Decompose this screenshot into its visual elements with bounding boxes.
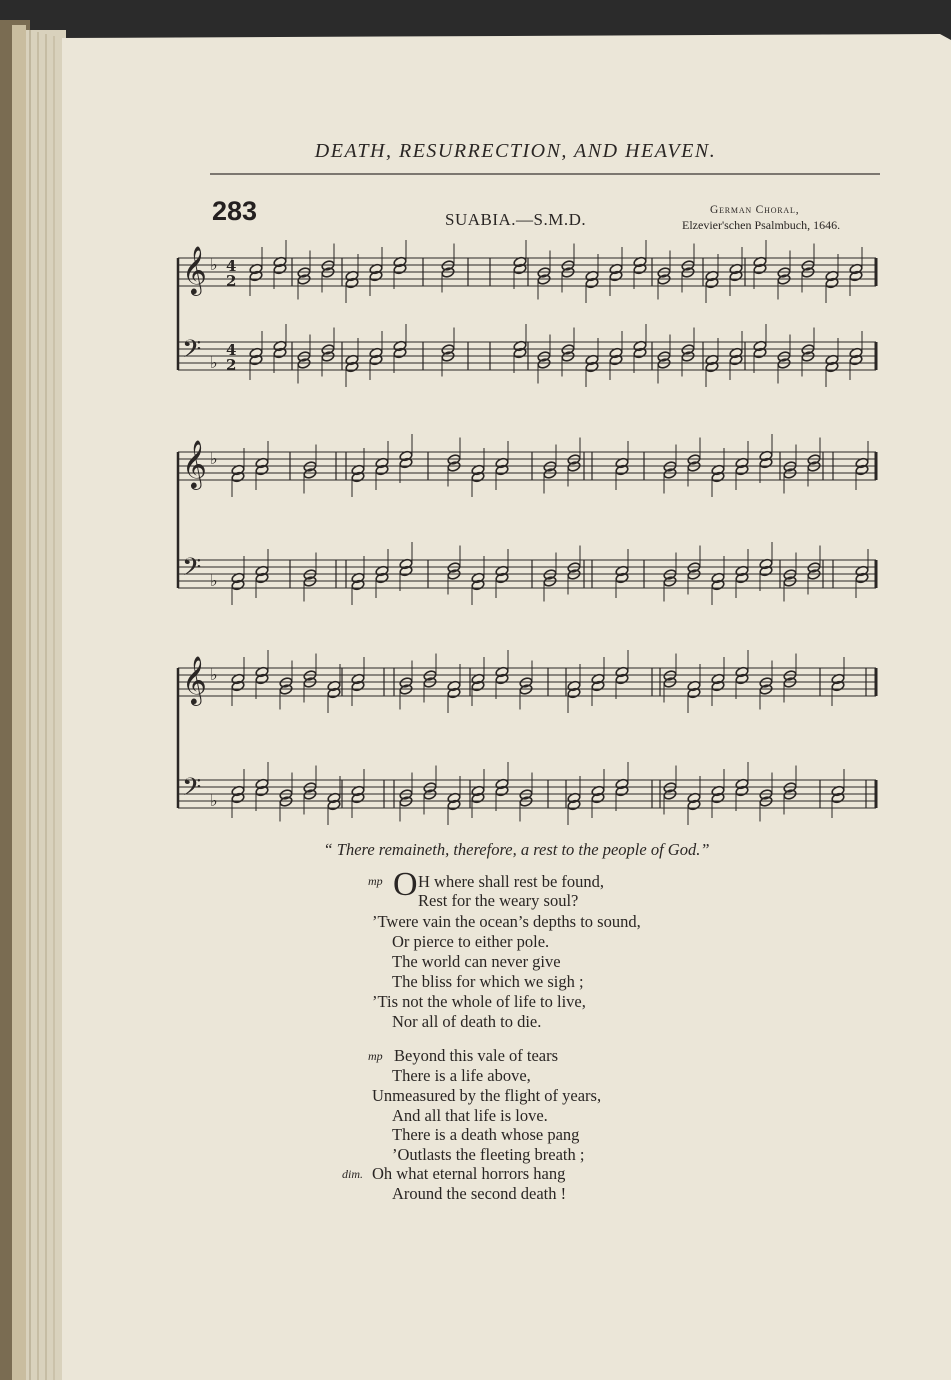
verse-line: ’Tis not the whole of life to live, [372,992,586,1011]
dynamic-marking-dim: dim. [342,1167,363,1181]
treble-clef: 𝄞 [182,439,207,488]
verse-line: Unmeasured by the flight of years, [372,1086,602,1105]
key-signature-flat: ♭ [210,791,218,810]
time-sig-top: 4 [226,257,237,275]
verse-line: Or pierce to either pole. [392,932,550,951]
verse-line: Around the second death ! [392,1184,567,1203]
verse-line: ’Outlasts the fleeting breath ; [392,1145,585,1164]
bass-clef: 𝄢 [182,773,202,808]
dynamic-marking: mp [368,874,383,888]
treble-clef: 𝄞 [182,245,207,294]
bass-clef: 𝄢 [182,335,202,370]
tune-source-line1: German Choral, [710,204,800,216]
time-sig-bottom: 2 [226,272,237,290]
verse-line: Nor all of death to die. [392,1012,542,1031]
tune-name: SUABIA.—S.M.D. [445,210,587,229]
verse-line: And all that life is love. [392,1106,548,1125]
verse-line: ’Twere vain the ocean’s depths to sound, [372,912,641,931]
dynamic-marking: mp [368,1049,383,1063]
verse-line: H where shall rest be found, [418,872,605,891]
verse-line: The world can never give [392,952,561,971]
verse-line: There is a death whose pang [392,1125,580,1144]
key-signature-flat: ♭ [210,255,218,274]
verse-line: Rest for the weary soul? [418,891,579,910]
verse-line: There is a life above, [392,1066,531,1085]
verse-line: Oh what eternal horrors hang [372,1164,566,1183]
time-sig-top: 4 [226,341,237,359]
hymn-number: 283 [212,196,258,226]
key-signature-flat: ♭ [210,571,218,590]
key-signature-flat: ♭ [210,353,218,372]
drop-cap: O [393,866,418,903]
treble-clef: 𝄞 [182,655,207,704]
time-sig-bottom: 2 [226,356,237,374]
key-signature-flat: ♭ [210,449,218,468]
epigraph: “ There remaineth, therefore, a rest to the people of God.” [323,840,710,859]
bass-clef: 𝄢 [182,553,202,588]
tune-source-line2: Elzevier'schen Psalmbuch, 1646. [682,218,841,232]
verse-line: The bliss for which we sigh ; [392,972,584,991]
verse-line: Beyond this vale of tears [394,1046,559,1065]
page-header: DEATH, RESURRECTION, AND HEAVEN. [314,140,717,162]
key-signature-flat: ♭ [210,665,218,684]
